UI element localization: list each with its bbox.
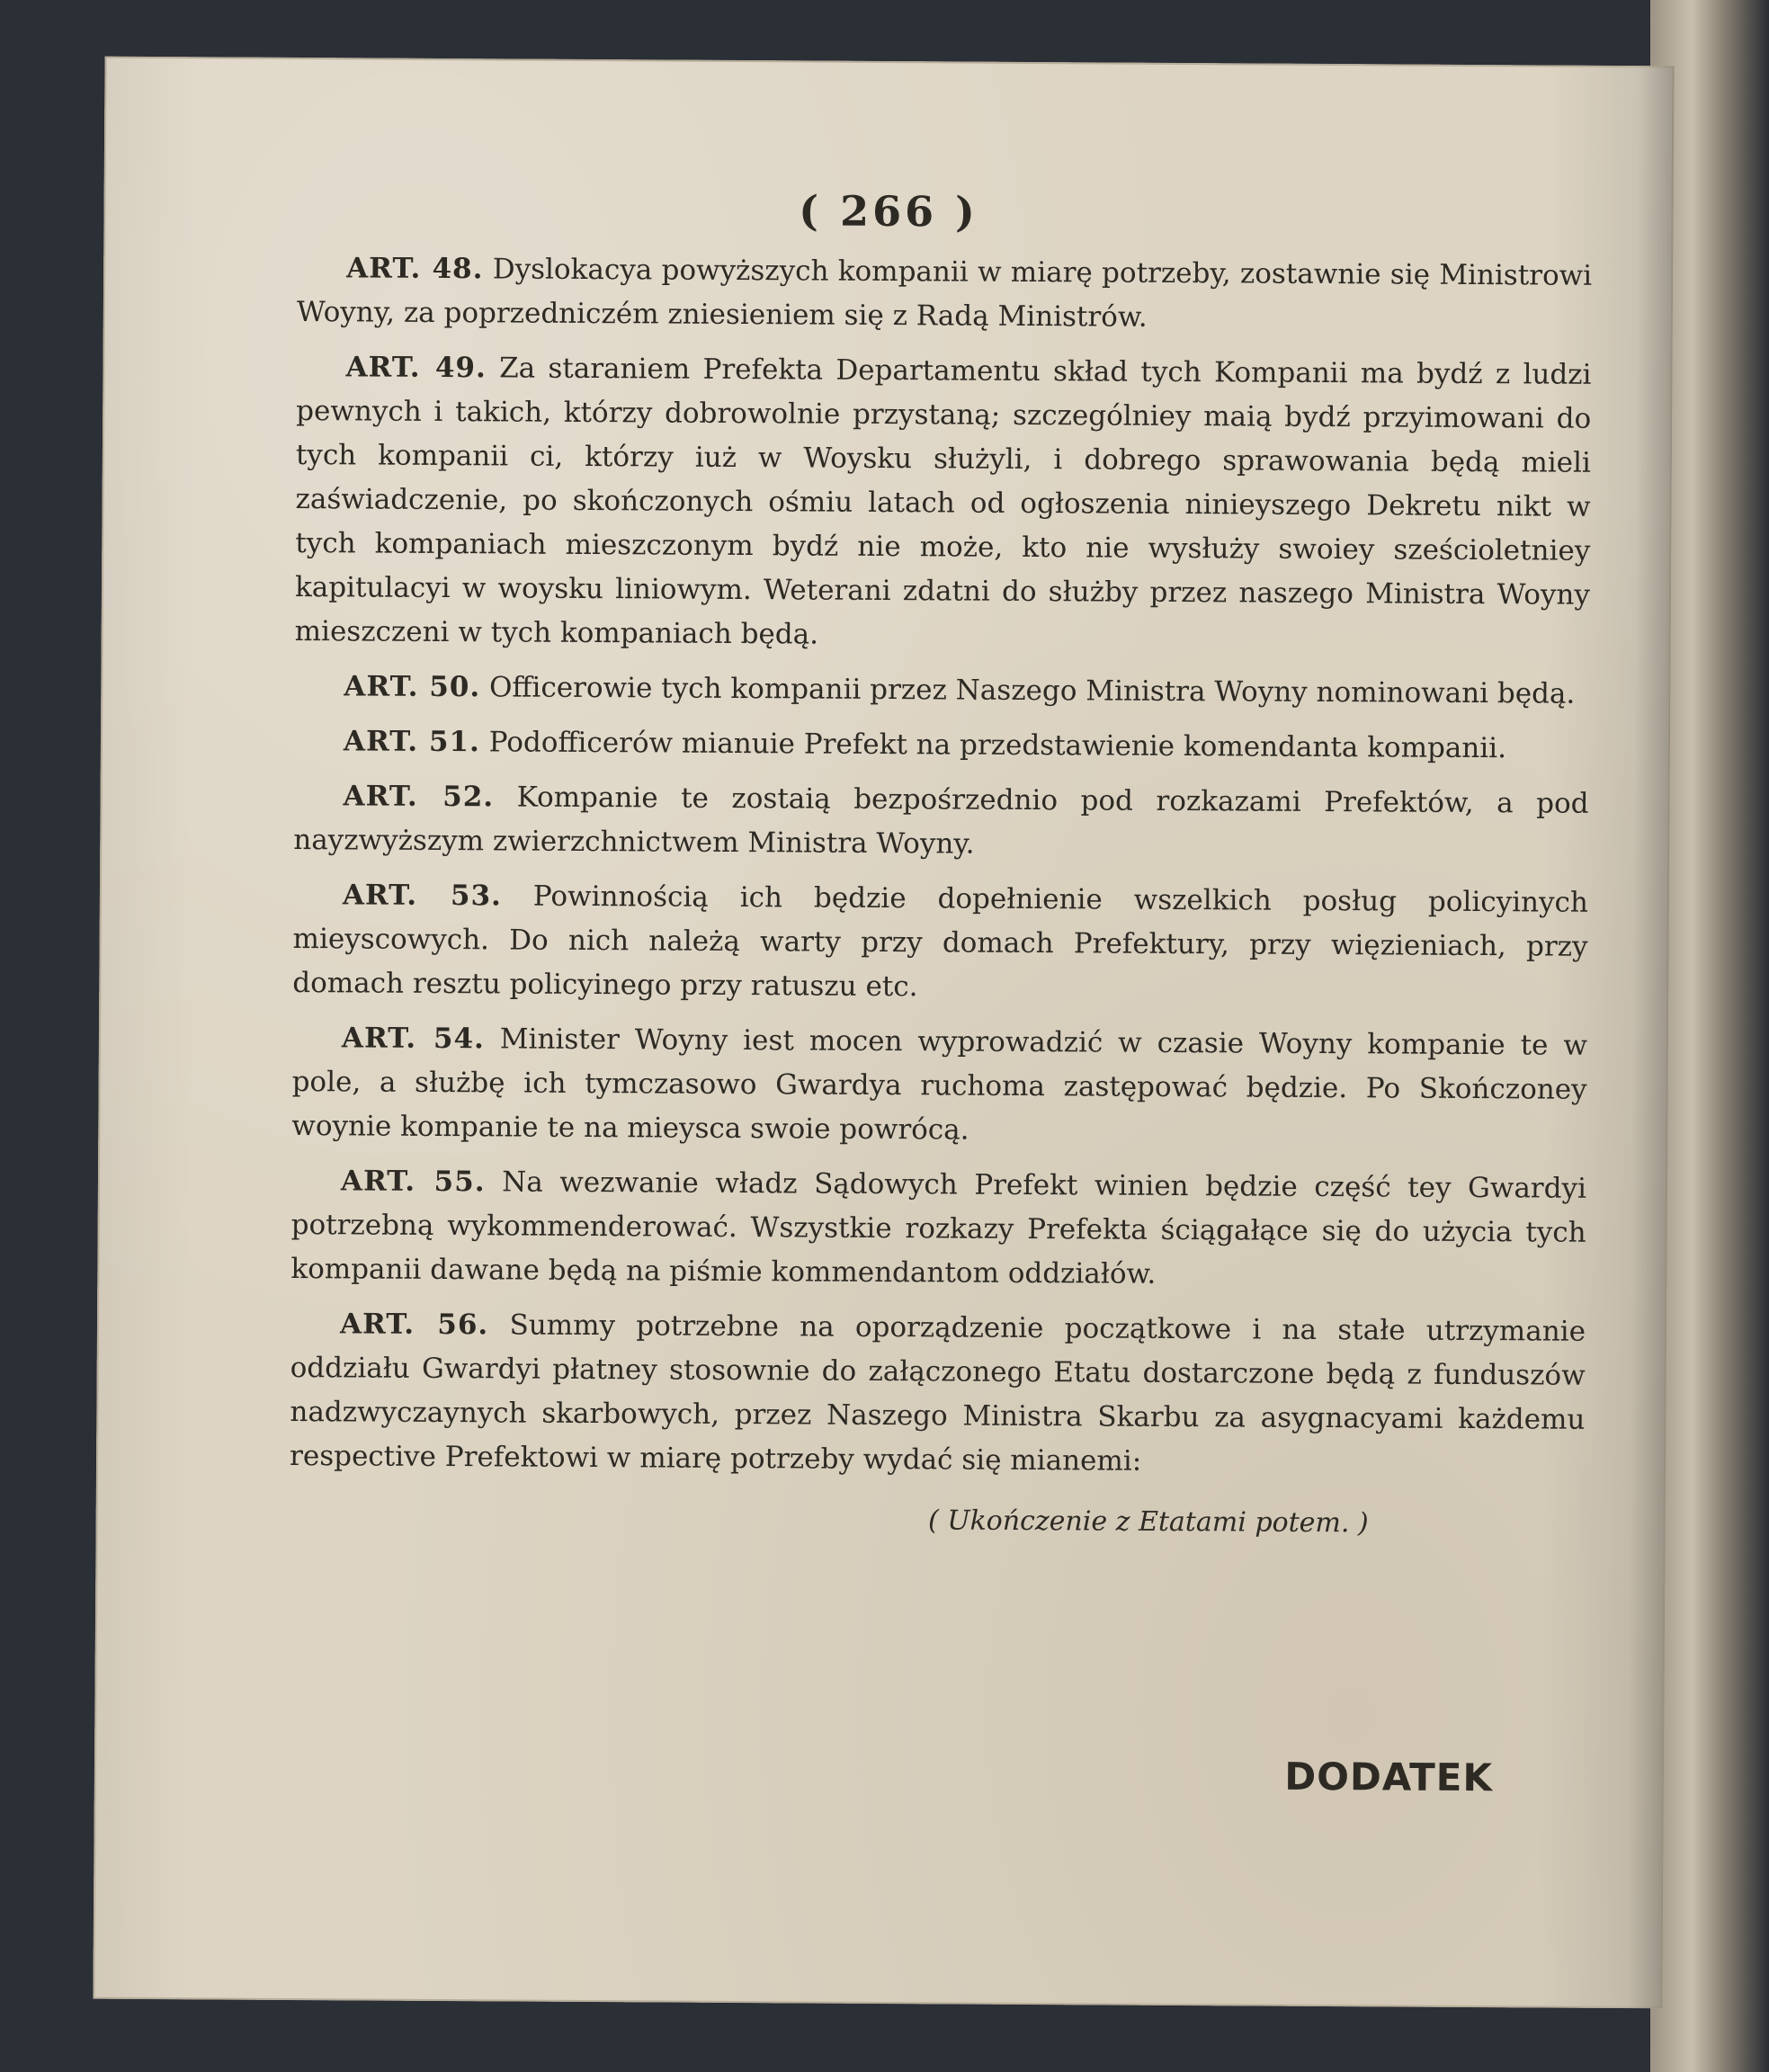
- article-54: [291, 1016, 1587, 1157]
- article-text: Officerowie tych kompanii przez Naszego Ministra Woyny nominowani będą.: [488, 671, 1576, 710]
- article-label: ART. 52.: [343, 780, 495, 814]
- article-text: Minister Woyny iest mocen wyprowadzić w czasie Woyny kompanie te w pole, a służbę ich tymczasowo Gwardya ruchoma zastępować będzie. Po Skończoney woynie kompanie te na mieysca swoie powrócą.: [291, 1023, 1588, 1147]
- article-text: Powinnością ich będzie dopełnienie wszelkich posług policyinych mieyscowych. Do nich należą warty przy domach Prefektury, przy więzieniach, przy domach resztu policyinego przy ratuszu etc.: [292, 880, 1589, 1004]
- article-49: [295, 345, 1592, 662]
- closing-note: ( Ukończenie z Etatami potem. ): [927, 1505, 1369, 1540]
- article-label: ART. 55.: [340, 1165, 486, 1199]
- article-label: ART. 50.: [344, 670, 481, 704]
- article-text: Podofficerów mianuie Prefekt na przedstawienie komendanta kompanii.: [488, 726, 1507, 765]
- article-55: [290, 1159, 1586, 1299]
- article-label: ART. 48.: [346, 252, 484, 286]
- article-label: ART. 53.: [342, 879, 502, 913]
- article-text: Na wezwanie władz Sądowych Prefekt winien będzie część tey Gwardyi potrzebną wykommenderować. Wszystkie rozkazy Prefekta ściągałące się do użycia tych kompanii dawane będą na piśmie kommendantom oddziałów.: [290, 1166, 1587, 1291]
- catchword: DODATEK: [1284, 1754, 1494, 1800]
- article-53: [292, 873, 1588, 1014]
- article-label: ART. 54.: [341, 1022, 486, 1056]
- page-number: ( 266 ): [799, 186, 979, 237]
- article-56: [290, 1302, 1586, 1487]
- book-page: [93, 57, 1674, 2009]
- article-51: [294, 719, 1589, 772]
- article-text: Dyslokacya powyższych kompanii w miarę potrzeby, zostawnie się Ministrowi Woyny, za poprzedniczém zniesieniem się z Radą Ministrów.: [296, 253, 1593, 334]
- article-50: [294, 665, 1589, 717]
- article-label: ART. 49.: [345, 351, 487, 385]
- page-text: [290, 246, 1593, 1547]
- article-label: ART. 56.: [339, 1308, 489, 1342]
- article-text: Za staraniem Prefekta Departamentu skład tych Kompanii ma bydź z ludzi pewnych i takich, którzy dobrowolnie przystaną; szczególniey maią bydź przyimowani do tych kompanii ci, którzy iuż w Woysku służyli, i dobrego sprawowania będą mieli zaświadczenie, po skończonych ośmiu latach od ogłoszenia ninieyszego Dekretu nikt w tych kompaniach mieszczonym bydź nie może, kto nie wysłuży swoiey sześcioletniey kapitulacyi w woysku liniowym. Weterani zdatni do służby przez naszego Ministra Woyny mieszczeni w tych kompaniach będą.: [294, 352, 1592, 651]
- article-text: Kompanie te zostaią bezpośrzednio pod rozkazami Prefektów, a pod nayzwyższym zwierzchnictwem Ministra Woyny.: [293, 781, 1589, 861]
- article-label: ART. 51.: [343, 725, 480, 759]
- article-text: Summy potrzebne na oporządzenie początkowe i na stałe utrzymanie oddziału Gwardyi płatney stosownie do załączonego Etatu dostarczone będą z funduszów nadzwyczaynych skarbowych, przez Naszego Ministra Skarbu za asygnacyami każdemu respective Prefektowi w miarę potrzeby wydać się mianemi:: [290, 1308, 1586, 1478]
- article-52: [293, 774, 1589, 871]
- article-48: [297, 246, 1593, 343]
